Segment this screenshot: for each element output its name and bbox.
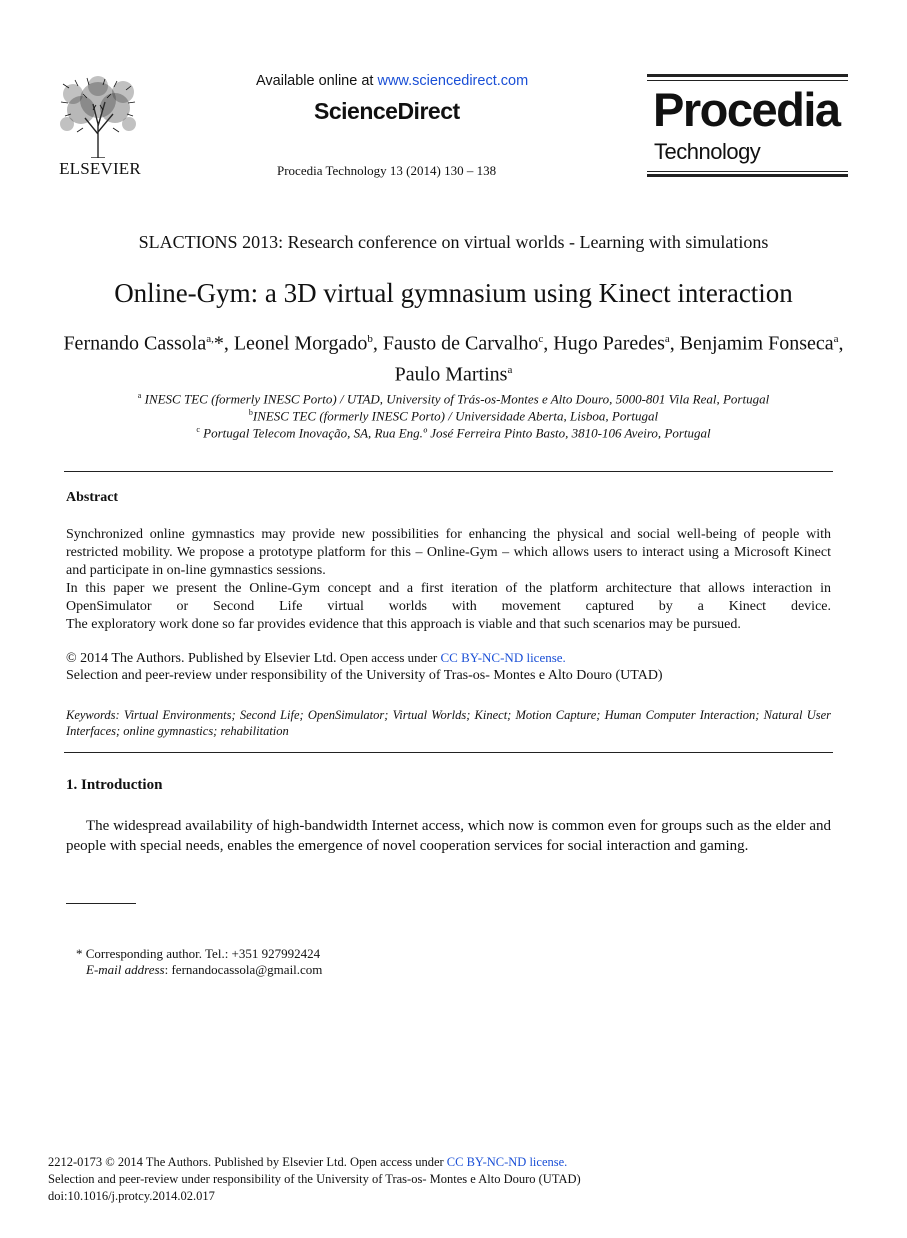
corresponding-author: * Corresponding author. Tel.: +351 927992424 [76,946,321,961]
affiliation-c [0,425,907,441]
elsevier-logo [50,74,150,184]
keywords [66,707,831,739]
divider [64,471,833,472]
abstract-para-1: Synchronized online gymnastics may provide new possibilities for enhancing the physical and social well-being of people with restricted mobility. We propose a prototype platform for this – Online-Gym – which allows users to interact using a Microsoft Kinect and participate in on-line gymnastics sessions. [66,527,831,578]
elsevier-tree-icon [53,74,143,158]
bottom-info [48,1154,581,1205]
author-name: Benjamim Fonseca [679,332,834,355]
footnote-rule [66,903,136,904]
abstract-para-2: In this paper we present the Online-Gym concept and a first iteration of the platform architecture that allows interaction in OpenSimulator or Second Life virtual worlds with movement captured by a Kinect device. [66,581,831,614]
divider [64,752,833,753]
keywords-label: Keywords: [66,708,120,722]
sciencedirect-link[interactable]: www.sciencedirect.com [377,73,529,89]
copyright-line [66,649,831,668]
procedia-title: Procedia [653,83,840,136]
procedia-subtitle: Technology [654,139,761,164]
procedia-bottom-rule-thin [647,171,848,172]
issn-text: 2212-0173 © 2014 The Authors. Published by Elsevier Ltd. Open access under [48,1155,447,1169]
author-sep: , [372,332,383,355]
author-name: Hugo Paredes [553,332,665,355]
publisher-name: ELSEVIER [59,159,141,178]
procedia-bottom-rule [647,174,848,177]
keywords-text: Virtual Environments; Second Life; OpenSimulator; Virtual Worlds; Kinect; Motion Capture; Human Computer Interaction; Natural User Interfaces; online gymnastics; rehabilitation [66,708,831,738]
author-sup: a [833,333,839,345]
page-title: Online-Gym: a 3D virtual gymnasium using Kinect interaction [114,278,793,308]
footnote [76,946,322,978]
author-name: Fernando Cassola [63,332,207,355]
affiliation-sup: a [137,391,142,400]
affiliation-sup: c [196,425,200,434]
abstract-para-3: The exploratory work done so far provides evidence that this approach is viable and that such scenarios may be pursued. [66,617,741,632]
conference-name: SLACTIONS 2013: Research conference on virtual worlds - Learning with simulations [138,232,769,252]
peer-review-line: Selection and peer-review under responsibility of the University of Tras-os- Montes e Alto Douro (UTAD) [66,668,663,683]
available-online [256,73,528,89]
author-sep: , [669,332,680,355]
author-list [40,326,867,387]
sciencedirect-logo: ScienceDirect [314,98,460,124]
affiliation-b [0,408,907,424]
author-sep: *, [213,332,234,355]
affiliation-text: Portugal Telecom Inovação, SA, Rua Eng.º José Ferreira Pinto Basto, 3810-106 Aveiro, Portugal [199,425,711,441]
copyright-text: © 2014 The Authors. Published by Elsevier Ltd. [66,651,337,666]
procedia-logo [647,74,848,176]
abstract-heading: Abstract [66,490,119,505]
section-heading: 1. Introduction [66,777,163,793]
author-name: Fausto de Carvalho [382,332,539,355]
affiliation-a [0,391,907,407]
doi: doi:10.1016/j.protcy.2014.02.017 [48,1189,215,1203]
issn-line [48,1154,581,1171]
affiliation-sup: b [248,408,253,417]
email-line [76,962,322,978]
author-sup: a [507,363,513,376]
bottom-license-link[interactable]: CC BY-NC-ND license. [446,1155,568,1169]
available-prefix: Available online at [256,73,378,89]
journal-reference: Procedia Technology 13 (2014) 130 – 138 [277,163,497,178]
author-name: Leonel Morgado [233,332,368,355]
author-sup: a [664,333,670,345]
email-address: : fernandocassola@gmail.com [164,962,323,977]
email-label: E-mail address [86,962,165,977]
license-link[interactable]: CC BY-NC-ND license. [440,650,566,665]
procedia-top-rule [647,74,848,77]
open-access-text: Open access under [336,650,441,665]
bottom-peer-review: Selection and peer-review under responsibility of the University of Tras-os- Montes e Alto Douro (UTAD) [48,1172,581,1186]
affiliation-text: INESC TEC (formerly INESC Porto) / Universidade Aberta, Lisboa, Portugal [252,408,659,424]
author-sep: , [838,332,844,355]
author-sup: a, [206,333,214,345]
author-sep: , [543,332,554,355]
affiliation-text: INESC TEC (formerly INESC Porto) / UTAD, University of Trás-os-Montes e Alto Douro, 5000-801 Vila Real, Portugal [141,391,770,407]
procedia-top-rule-thin [647,80,848,81]
author-sup: c [538,333,544,345]
introduction-body: The widespread availability of high-bandwidth Internet access, which now is common even for groups such as the elder and people with special needs, enables the emergence of novel cooperation services for social interaction and gaming. [66,818,831,854]
author-name: Paulo Martins [394,363,508,386]
author-sup: b [367,333,373,345]
